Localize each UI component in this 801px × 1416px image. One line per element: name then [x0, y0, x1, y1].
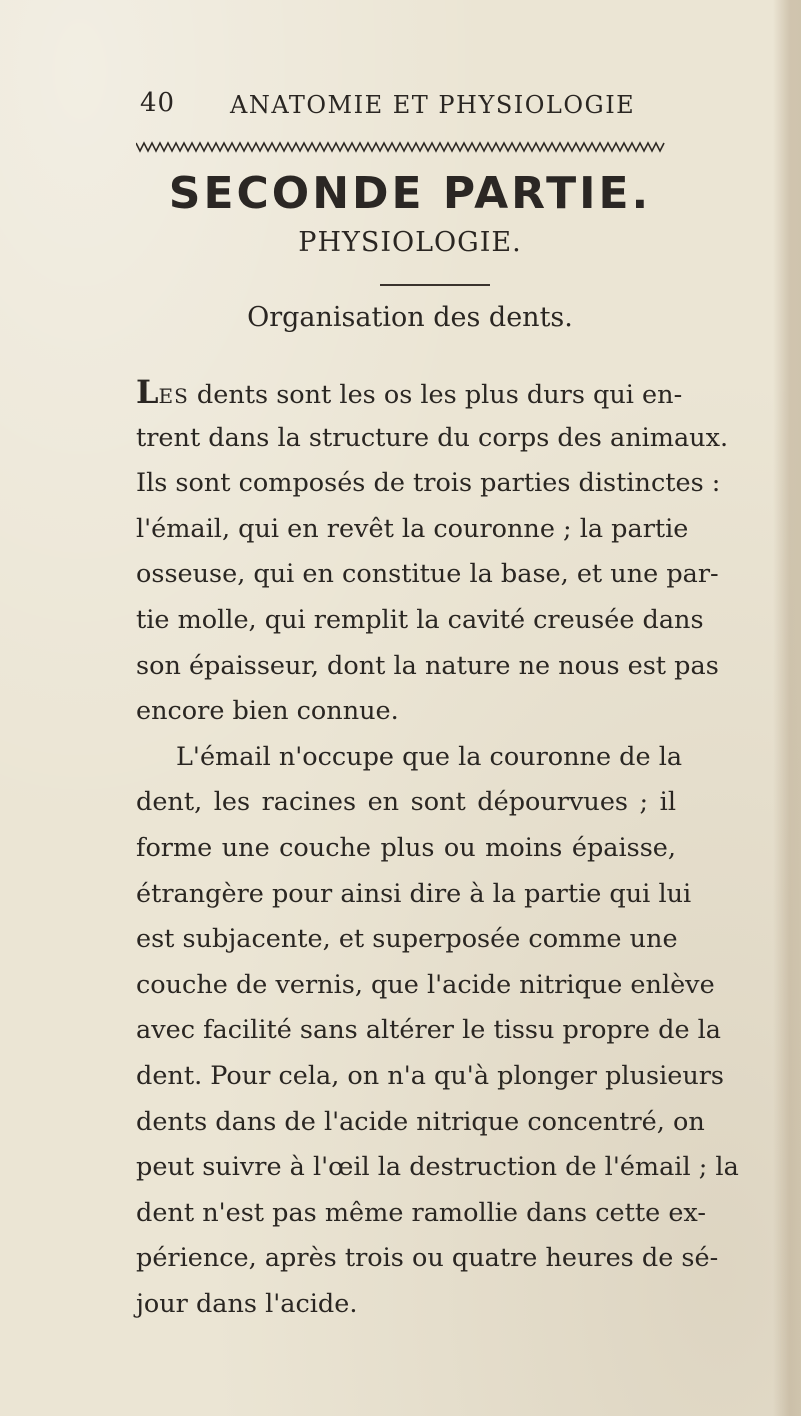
part-subtitle: PHYSIOLOGIE.: [298, 227, 522, 258]
body-text: [136, 370, 739, 1327]
section-title: Organisation des dents.: [247, 302, 573, 333]
paragraph-line: tie molle, qui remplit la cavité creusée dans: [136, 604, 704, 635]
drop-cap: L: [136, 373, 159, 411]
paragraph-line: [136, 370, 683, 416]
paragraph-line: L'émail n'occupe que la couronne de la: [176, 741, 683, 772]
paragraph-line: dents dans de l'acide nitrique concentré, on: [136, 1106, 705, 1137]
paragraph-line: jour dans l'acide.: [136, 1288, 358, 1319]
paragraph-line: forme une couche plus ou moins épaisse,: [136, 832, 676, 863]
paragraph-line: son épaisseur, dont la nature ne nous est pas: [136, 650, 719, 681]
part-title: SECONDE PARTIE.: [168, 168, 652, 219]
page-header: [140, 88, 780, 128]
paragraph-line: avec facilité sans altérer le tissu propre de la: [136, 1015, 722, 1046]
zigzag-ornament-rule: [136, 140, 666, 154]
paragraph-line: dent, les racines en sont dépourvues ; il: [136, 787, 676, 818]
paragraph-line: étrangère pour ainsi dire à la partie qui lui: [136, 878, 692, 909]
paragraph-line: encore bien connue.: [136, 696, 399, 727]
paragraph-line: couche de vernis, que l'acide nitrique enlève: [136, 969, 715, 1000]
paragraph-line: dent n'est pas même ramollie dans cette ex-: [136, 1197, 706, 1228]
paragraph-line: dent. Pour cela, on n'a qu'à plonger plusieurs: [136, 1060, 725, 1091]
line-text: dents sont les os les plus durs qui en-: [188, 380, 683, 410]
running-head: ANATOMIE ET PHYSIOLOGIE: [230, 91, 636, 119]
paragraph-line: périence, après trois ou quatre heures de sé-: [136, 1243, 719, 1274]
paragraph-line: peut suivre à l'œil la destruction de l'émail ; la: [136, 1152, 739, 1183]
paragraph-line: Ils sont composés de trois parties distinctes :: [136, 468, 721, 499]
section-divider: [380, 284, 490, 286]
page-edge-shadow: [773, 0, 801, 1416]
paragraph-line: l'émail, qui en revêt la couronne ; la partie: [136, 513, 689, 544]
first-word-smallcaps: ES: [158, 384, 189, 408]
paragraph-line: est subjacente, et superposée comme une: [136, 924, 678, 955]
paragraph-line: osseuse, qui en constitue la base, et une par-: [136, 559, 719, 590]
page-number: 40: [140, 88, 176, 118]
paragraph-line: trent dans la structure du corps des animaux.: [136, 422, 729, 453]
